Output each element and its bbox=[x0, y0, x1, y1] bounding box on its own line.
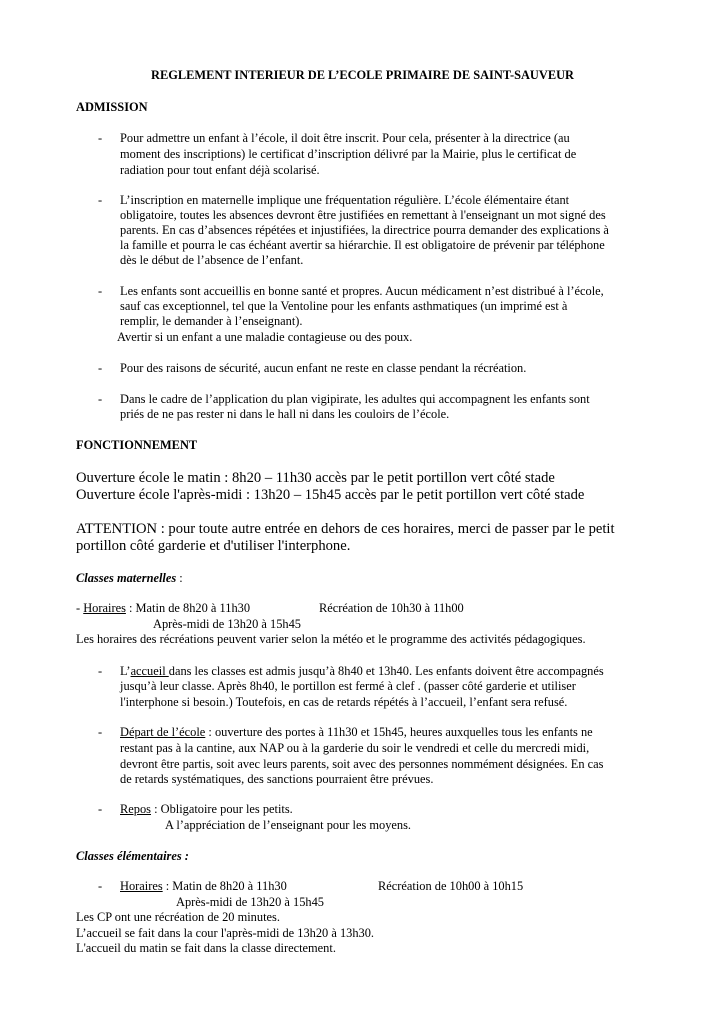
accueil-prefix: L’ bbox=[120, 664, 131, 678]
subheading-maternelles-label: Classes maternelles bbox=[76, 571, 177, 585]
horaires-text: : Matin de 8h20 à 11h30 bbox=[125, 601, 251, 615]
bullet-dash: - bbox=[98, 725, 103, 739]
admission-item-1-line-2: moment des inscriptions) le certificat d’inscription délivré par la Mairie, plus le certificat de bbox=[120, 147, 577, 161]
bullet-dash: - bbox=[98, 361, 103, 375]
horaires-label: Horaires bbox=[83, 601, 126, 615]
depart-text: : ouverture des portes à 11h30 et 15h45, heures auxquelles tous les enfants ne bbox=[205, 725, 593, 739]
admission-item-1-line-3: radiation pour tout enfant déjà scolarisé. bbox=[120, 163, 320, 177]
maternelles-accueil-line-1 bbox=[120, 664, 604, 680]
maternelles-horaires bbox=[76, 601, 250, 617]
subheading-elementaires: Classes élémentaires : bbox=[76, 849, 189, 863]
horaires-prefix: - bbox=[76, 601, 84, 615]
admission-item-2-line-1: L’inscription en maternelle implique une fréquentation régulière. L’école élémentaire étant bbox=[120, 193, 570, 207]
opening-hours-morning: Ouverture école le matin : 8h20 – 11h30 accès par le petit portillon vert côté stade bbox=[76, 470, 555, 486]
maternelles-depart-line-3: devront être partis, soit avec leurs parents, soit avec des personnes nommément désignées. En cas bbox=[120, 757, 604, 771]
bullet-dash: - bbox=[98, 392, 103, 406]
bullet-dash: - bbox=[98, 802, 103, 816]
bullet-dash: - bbox=[98, 664, 103, 678]
elementaires-recreation: Récréation de 10h00 à 10h15 bbox=[378, 879, 524, 893]
subheading-maternelles-suffix: : bbox=[176, 571, 183, 585]
elementaires-horaires bbox=[120, 879, 287, 895]
elementaires-note-2: L’accueil se fait dans la cour l'après-midi de 13h20 à 13h30. bbox=[76, 926, 375, 940]
admission-item-2-line-4: la famille et pourra le cas échéant avertir sa hiérarchie. Il est obligatoire de prévenir par téléphone bbox=[120, 238, 605, 252]
bullet-dash: - bbox=[98, 131, 103, 145]
maternelles-accueil-line-3: l'interphone si besoin.) Toutefois, en cas de retards répétés à l’accueil, l’enfant sera refusé. bbox=[120, 695, 568, 709]
admission-item-5-line-2: priés de ne pas rester ni dans le hall ni dans les couloirs de l’école. bbox=[120, 407, 450, 421]
accueil-text: dans les classes est admis jusqu’à 8h40 et 13h40. Les enfants doivent être accompagnés bbox=[168, 664, 604, 678]
admission-item-2-line-5: dès le début de l’absence de l’enfant. bbox=[120, 253, 304, 267]
admission-item-4-line-1: Pour des raisons de sécurité, aucun enfant ne reste en classe pendant la récréation. bbox=[120, 361, 527, 375]
bullet-dash: - bbox=[98, 284, 103, 298]
section-heading-fonctionnement: FONCTIONNEMENT bbox=[76, 438, 198, 452]
maternelles-afternoon: Après-midi de 13h20 à 15h45 bbox=[153, 617, 301, 631]
admission-item-2-line-2: obligatoire, toutes les absences devront être justifiées en remettant à l'enseignant un mot signé des bbox=[120, 208, 606, 222]
admission-item-3-line-2: sauf cas exceptionnel, tel que la Ventoline pour les enfants asthmatiques (un imprimé est à bbox=[120, 299, 568, 313]
admission-item-3-line-3: remplir, le demander à l’enseignant). bbox=[120, 314, 303, 328]
admission-item-2-line-3: parents. En cas d’absences répétées et injustifiées, la directrice pourra demander des explications à bbox=[120, 223, 609, 237]
admission-item-1-line-1: Pour admettre un enfant à l’école, il doit être inscrit. Pour cela, présenter à la directrice (au bbox=[120, 131, 570, 145]
maternelles-depart-line-4: de retards systématiques, des sanctions pourraient être prévues. bbox=[120, 772, 434, 786]
admission-item-5-line-1: Dans le cadre de l’application du plan vigipirate, les adultes qui accompagnent les enfants sont bbox=[120, 392, 590, 406]
maternelles-depart-line-1 bbox=[120, 725, 593, 741]
admission-item-3-line-4: Avertir si un enfant a une maladie contagieuse ou des poux. bbox=[117, 330, 413, 344]
bullet-dash: - bbox=[98, 879, 103, 893]
document-title: REGLEMENT INTERIEUR DE L’ECOLE PRIMAIRE DE SAINT-SAUVEUR bbox=[151, 68, 574, 82]
opening-hours-afternoon: Ouverture école l'après-midi : 13h20 – 15h45 accès par le petit portillon vert côté stade bbox=[76, 487, 585, 503]
repos-text: : Obligatoire pour les petits. bbox=[150, 802, 293, 816]
subheading-maternelles bbox=[76, 571, 183, 587]
attention-line-1: ATTENTION : pour toute autre entrée en dehors de ces horaires, merci de passer par le petit bbox=[76, 521, 615, 537]
elementaires-horaires-text: : Matin de 8h20 à 11h30 bbox=[162, 879, 287, 893]
maternelles-accueil-line-2: jusqu’à leur classe. Après 8h40, le portillon est fermé à clef . (passer côté garderie et utiliser bbox=[120, 679, 576, 693]
maternelles-note: Les horaires des récréations peuvent varier selon la météo et le programme des activités pédagogiques. bbox=[76, 632, 586, 646]
elementaires-horaires-label: Horaires bbox=[120, 879, 163, 893]
elementaires-note-1: Les CP ont une récréation de 20 minutes. bbox=[76, 910, 280, 924]
attention-line-2: portillon côté garderie et d'utiliser l'interphone. bbox=[76, 538, 351, 554]
accueil-label: accueil bbox=[130, 664, 169, 678]
repos-label: Repos bbox=[120, 802, 151, 816]
maternelles-repos-line-1 bbox=[120, 802, 293, 818]
depart-label: Départ de l’école bbox=[120, 725, 206, 739]
maternelles-repos-line-2: A l’appréciation de l’enseignant pour les moyens. bbox=[165, 818, 412, 832]
maternelles-depart-line-2: restant pas à la cantine, aux NAP ou à la garderie du soir le vendredi et celle du mercredi midi, bbox=[120, 741, 590, 755]
admission-item-3-line-1: Les enfants sont accueillis en bonne santé et propres. Aucun médicament n’est distribué à l’école, bbox=[120, 284, 604, 298]
elementaires-note-3: L'accueil du matin se fait dans la classe directement. bbox=[76, 941, 336, 955]
maternelles-recreation: Récréation de 10h30 à 11h00 bbox=[319, 601, 464, 615]
elementaires-afternoon: Après-midi de 13h20 à 15h45 bbox=[176, 895, 324, 909]
section-heading-admission: ADMISSION bbox=[76, 100, 148, 114]
bullet-dash: - bbox=[98, 193, 103, 207]
